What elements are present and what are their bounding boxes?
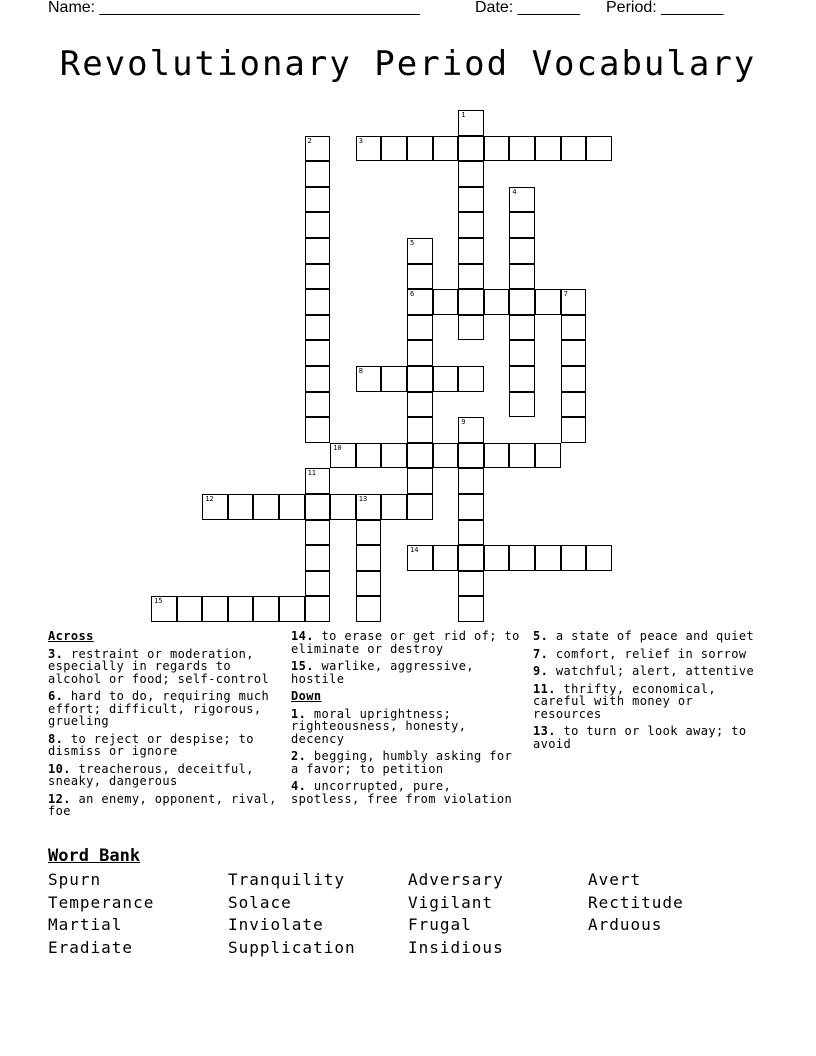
crossword-cell[interactable] — [535, 545, 561, 571]
word-bank-word: Temperance — [48, 892, 155, 912]
word-bank-word: Vigilant — [408, 892, 494, 912]
crossword-cell[interactable] — [433, 289, 459, 315]
word-bank-word: Supplication — [228, 937, 356, 957]
crossword-cell[interactable] — [202, 494, 228, 520]
crossword-cell[interactable] — [509, 264, 535, 290]
clue-across-14: 14. to erase or get rid of; to eliminate or destroy — [291, 629, 520, 656]
crossword-cell[interactable] — [561, 315, 587, 341]
word-bank-word — [588, 938, 768, 961]
crossword-cell[interactable] — [458, 545, 484, 571]
crossword-cell[interactable] — [484, 545, 510, 571]
crossword-cell[interactable] — [356, 545, 382, 571]
crossword-cell[interactable] — [458, 494, 484, 520]
crossword-cell[interactable] — [509, 315, 535, 341]
crossword-cell[interactable] — [458, 468, 484, 494]
crossword-cell[interactable] — [151, 596, 177, 622]
crossword-cell[interactable] — [561, 545, 587, 571]
clue-number: 14 — [410, 546, 419, 555]
crossword-cell[interactable] — [356, 136, 382, 162]
crossword-cell[interactable] — [433, 136, 459, 162]
crossword-cell[interactable] — [509, 443, 535, 469]
crossword-cell[interactable] — [484, 136, 510, 162]
page-title: Revolutionary Period Vocabulary — [59, 44, 757, 84]
period-field[interactable]: Period: _______ — [606, 0, 724, 16]
clue-across-12: 12. an enemy, opponent, rival, foe — [48, 791, 277, 818]
crossword-cell[interactable] — [356, 520, 382, 546]
crossword-cell[interactable] — [305, 212, 331, 238]
crossword-cell[interactable] — [356, 494, 382, 520]
clues-column-1 — [48, 630, 286, 823]
word-bank-word: Insidious — [408, 937, 504, 957]
clue-number: 11 — [307, 469, 317, 478]
crossword-cell[interactable] — [381, 136, 407, 162]
crossword-cell[interactable] — [458, 110, 484, 136]
crossword-cell[interactable] — [561, 366, 587, 392]
clue-number: 8 — [358, 367, 364, 375]
crossword-cell[interactable] — [202, 596, 228, 622]
crossword-cell[interactable] — [407, 494, 433, 520]
name-field[interactable]: Name: ____________________________________ — [48, 0, 420, 16]
word-bank — [48, 870, 768, 960]
crossword-cell[interactable] — [305, 340, 331, 366]
crossword-cell[interactable] — [305, 366, 331, 392]
word-bank-word: Solace — [228, 892, 292, 912]
clue-number: 4 — [512, 187, 517, 196]
word-bank-word: Arduous — [588, 915, 663, 934]
clue-number: 10 — [333, 443, 342, 452]
crossword-cell[interactable] — [305, 468, 331, 494]
word-bank-word: Eradiate — [48, 937, 134, 957]
down-heading: Down — [291, 689, 322, 703]
word-bank-word: Inviolate — [228, 915, 324, 934]
crossword-cell[interactable] — [561, 136, 587, 162]
word-bank-row — [48, 870, 768, 893]
crossword-cell[interactable] — [535, 289, 561, 315]
crossword-cell[interactable] — [407, 545, 433, 571]
crossword-cell[interactable] — [305, 545, 331, 571]
crossword-cell[interactable] — [561, 392, 587, 418]
crossword-cell[interactable] — [509, 340, 535, 366]
crossword-cell[interactable] — [458, 238, 484, 264]
clues-column-2 — [291, 630, 527, 810]
crossword-cell[interactable] — [407, 366, 433, 392]
crossword-cell[interactable] — [458, 187, 484, 213]
crossword-cell[interactable] — [330, 443, 356, 469]
crossword-cell[interactable] — [586, 136, 612, 162]
crossword-cell[interactable] — [509, 187, 535, 213]
word-bank-word: Martial — [48, 915, 123, 934]
crossword-cell[interactable] — [305, 417, 331, 443]
crossword-cell[interactable] — [509, 238, 535, 264]
crossword-cell[interactable] — [305, 596, 331, 622]
crossword-cell[interactable] — [279, 494, 305, 520]
clue-across-8: 8. to reject or despise; to dismiss or ignore — [48, 731, 254, 758]
crossword-cell[interactable] — [458, 212, 484, 238]
crossword-cell[interactable] — [407, 340, 433, 366]
crossword-cell[interactable] — [407, 392, 433, 418]
crossword-cell[interactable] — [458, 571, 484, 597]
crossword-cell[interactable] — [381, 443, 407, 469]
crossword-cell[interactable] — [407, 468, 433, 494]
crossword-cell[interactable] — [228, 596, 254, 622]
word-bank-row — [48, 938, 768, 961]
crossword-cell[interactable] — [484, 443, 510, 469]
clue-number: 15 — [154, 597, 163, 606]
crossword-cell[interactable] — [458, 136, 484, 162]
word-bank-title: Word Bank — [48, 846, 141, 866]
across-heading: Across — [48, 629, 94, 643]
crossword-cell[interactable] — [509, 289, 535, 315]
clue-down-13: 13. to turn or look away; to avoid — [533, 724, 747, 751]
crossword-cell[interactable] — [509, 212, 535, 238]
clue-down-9: 9. watchful; alert, attentive — [533, 664, 755, 678]
crossword-cell[interactable] — [305, 136, 331, 162]
crossword-cell[interactable] — [330, 494, 356, 520]
crossword-cell[interactable] — [356, 571, 382, 597]
crossword-cell[interactable] — [407, 264, 433, 290]
crossword-cell[interactable] — [305, 520, 331, 546]
clue-across-10: 10. treacherous, deceitful, sneaky, dangerous — [48, 761, 254, 788]
crossword-cell[interactable] — [458, 596, 484, 622]
crossword-cell[interactable] — [458, 417, 484, 443]
crossword-cell[interactable] — [561, 417, 587, 443]
clue-number: 2 — [307, 136, 312, 145]
clue-number: 5 — [410, 239, 415, 247]
crossword-cell[interactable] — [305, 315, 331, 341]
crossword-cell[interactable] — [305, 187, 331, 213]
crossword-cell[interactable] — [407, 443, 433, 469]
clue-down-2: 2. begging, humbly asking for a favor; to petition — [291, 749, 513, 776]
crossword-cell[interactable] — [253, 494, 279, 520]
clue-number: 7 — [563, 290, 568, 299]
clue-across-6: 6. hard to do, requiring much effort; difficult, rigorous, grueling — [48, 689, 270, 728]
crossword-cell[interactable] — [407, 238, 433, 264]
crossword-cell[interactable] — [509, 136, 535, 162]
clue-down-11: 11. thrifty, economical, careful with money or resources — [533, 681, 716, 721]
word-bank-word: Frugal — [408, 915, 472, 934]
crossword-cell[interactable] — [433, 366, 459, 392]
clue-number: 12 — [205, 495, 214, 503]
crossword-cell[interactable] — [458, 161, 484, 187]
crossword-cell[interactable] — [407, 315, 433, 341]
crossword-cell[interactable] — [407, 417, 433, 443]
crossword-cell[interactable] — [407, 136, 433, 162]
word-bank-word: Adversary — [408, 870, 504, 889]
crossword-cell[interactable] — [253, 596, 279, 622]
crossword-cell[interactable] — [509, 392, 535, 418]
clue-across-15: 15. warlike, aggressive, hostile — [291, 659, 474, 686]
crossword-cell[interactable] — [305, 161, 331, 187]
crossword-cell[interactable] — [586, 545, 612, 571]
crossword-cell[interactable] — [305, 289, 331, 315]
crossword-cell[interactable] — [305, 264, 331, 290]
crossword-cell[interactable] — [407, 289, 433, 315]
crossword-cell[interactable] — [305, 238, 331, 264]
clues-column-3 — [533, 630, 769, 755]
word-bank-word: Avert — [588, 870, 642, 889]
crossword-cell[interactable] — [509, 366, 535, 392]
word-bank-word: Rectitude — [588, 892, 684, 912]
clue-down-1: 1. moral uprightness; righteousness, honesty, decency — [291, 706, 467, 746]
word-bank-word: Spurn — [48, 870, 102, 889]
crossword-cell[interactable] — [177, 596, 203, 622]
crossword-cell[interactable] — [356, 596, 382, 622]
crossword-cell[interactable] — [381, 494, 407, 520]
crossword-cell[interactable] — [305, 571, 331, 597]
word-bank-row — [48, 893, 768, 916]
clue-number: 6 — [410, 290, 415, 299]
crossword-cell[interactable] — [535, 443, 561, 469]
clue-down-7: 7. comfort, relief in sorrow — [533, 646, 747, 661]
crossword-cell[interactable] — [535, 136, 561, 162]
clue-number: 13 — [358, 495, 368, 503]
clue-number: 1 — [461, 111, 466, 119]
crossword-cell[interactable] — [356, 366, 382, 392]
crossword-cell[interactable] — [356, 443, 382, 469]
clue-number: 3 — [358, 136, 364, 145]
clue-across-3: 3. restraint or moderation, especially in regards to alcohol or food; self-control — [48, 646, 270, 686]
crossword-cell[interactable] — [279, 596, 305, 622]
crossword-cell[interactable] — [458, 289, 484, 315]
crossword-cell[interactable] — [381, 366, 407, 392]
crossword-cell[interactable] — [458, 264, 484, 290]
crossword-cell[interactable] — [228, 494, 254, 520]
clue-number: 9 — [461, 418, 466, 427]
crossword-cell[interactable] — [484, 289, 510, 315]
crossword-cell[interactable] — [433, 545, 459, 571]
crossword-cell[interactable] — [509, 545, 535, 571]
crossword-cell[interactable] — [433, 443, 459, 469]
crossword-cell[interactable] — [305, 392, 331, 418]
crossword-cell[interactable] — [561, 289, 587, 315]
crossword-cell[interactable] — [561, 340, 587, 366]
crossword-cell[interactable] — [458, 520, 484, 546]
crossword-cell[interactable] — [458, 315, 484, 341]
crossword-cell[interactable] — [458, 443, 484, 469]
crossword-cell[interactable] — [458, 366, 484, 392]
word-bank-word: Tranquility — [228, 870, 345, 889]
date-field[interactable]: Date: _______ — [475, 0, 580, 16]
crossword-cell[interactable] — [305, 494, 331, 520]
clue-down-5: 5. a state of peace and quiet — [533, 629, 755, 643]
clue-down-4: 4. uncorrupted, pure, spotless, free from violation — [291, 779, 513, 806]
word-bank-row — [48, 915, 768, 938]
